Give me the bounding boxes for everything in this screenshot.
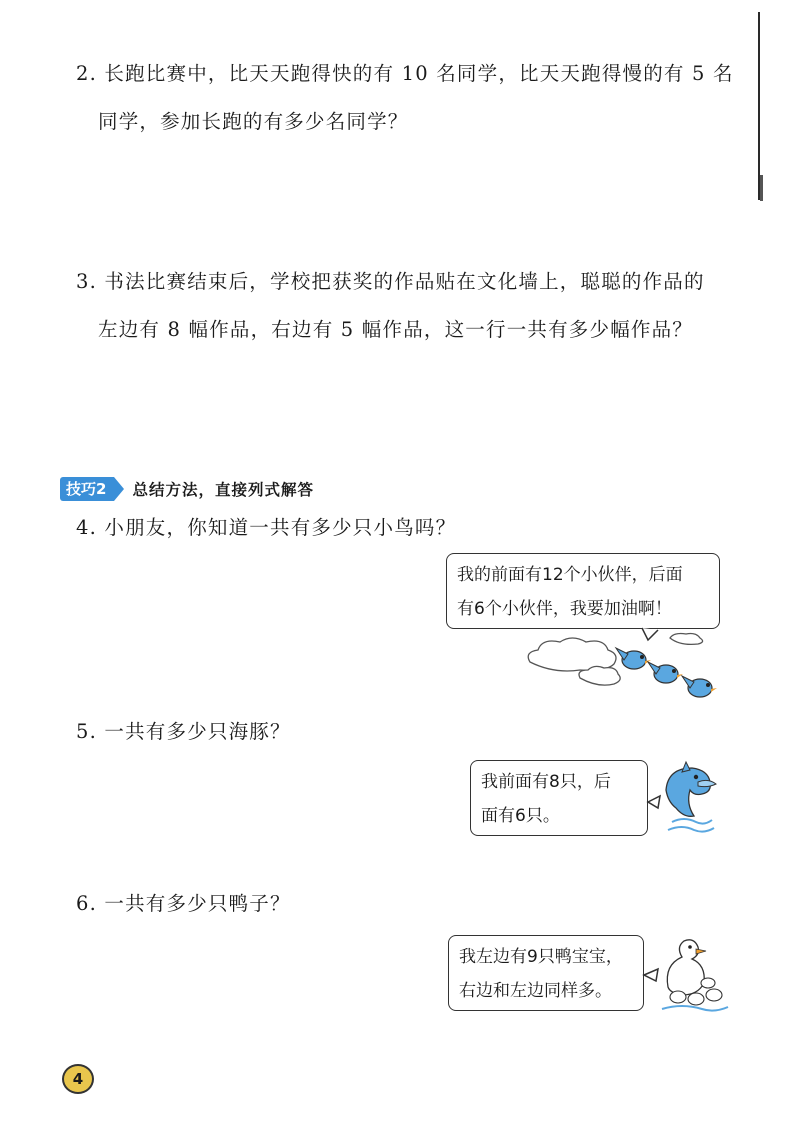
question-4 bbox=[76, 504, 456, 552]
bird-icon bbox=[648, 662, 683, 683]
question-2 bbox=[76, 50, 734, 146]
speech-bubble-ducks bbox=[448, 935, 644, 1011]
question-3-line-2: 左边有 8 幅作品，右边有 5 幅作品，这一行一共有多少幅作品？ bbox=[98, 318, 694, 341]
bubble-tail bbox=[644, 969, 658, 981]
page-edge-tick bbox=[760, 175, 763, 201]
page-number: 4 bbox=[62, 1064, 94, 1094]
question-5 bbox=[76, 708, 291, 756]
speech-bubble-birds bbox=[446, 553, 720, 629]
bubble-birds-line-2: 有6个小伙伴，我要加油啊！ bbox=[457, 599, 672, 619]
question-6-text: 6. 一共有多少只鸭子？ bbox=[76, 892, 291, 915]
ducks-illustration bbox=[642, 935, 732, 1015]
birds-illustration bbox=[520, 626, 730, 706]
bubble-dolphin-line-2: 面有6只。 bbox=[481, 806, 560, 826]
bubble-dolphin-line-1: 我前面有8只，后 bbox=[481, 772, 611, 792]
dolphin-illustration bbox=[646, 760, 726, 840]
tip-title: 总结方法，直接列式解答 bbox=[132, 481, 314, 499]
bubble-birds-line-1: 我的前面有12个小伙伴，后面 bbox=[457, 565, 683, 585]
tip-header bbox=[60, 477, 314, 501]
question-2-line-2: 同学，参加长跑的有多少名同学？ bbox=[98, 110, 409, 133]
question-6 bbox=[76, 880, 291, 928]
question-4-text: 4. 小朋友，你知道一共有多少只小鸟吗？ bbox=[76, 516, 457, 539]
speech-bubble-dolphin bbox=[470, 760, 648, 836]
tip-badge: 技巧2 bbox=[60, 477, 114, 501]
bubble-tail bbox=[642, 628, 658, 640]
duck-icon bbox=[667, 940, 706, 995]
bubble-tail bbox=[648, 796, 660, 808]
question-2-line-1: 2. 长跑比赛中，比天天跑得快的有 10 名同学，比天天跑得慢的有 5 名 bbox=[76, 62, 734, 85]
question-3-line-1: 3. 书法比赛结束后，学校把获奖的作品贴在文化墙上，聪聪的作品的 bbox=[76, 270, 705, 293]
page-edge-line bbox=[758, 12, 760, 200]
question-3 bbox=[76, 258, 705, 354]
bubble-ducks-line-1: 我左边有9只鸭宝宝， bbox=[459, 947, 623, 967]
water-ripple bbox=[662, 1006, 728, 1011]
bird-icon bbox=[682, 676, 717, 697]
bubble-ducks-line-2: 右边和左边同样多。 bbox=[459, 981, 612, 1001]
dolphin-icon bbox=[666, 762, 716, 832]
bird-icon bbox=[616, 648, 651, 669]
question-5-text: 5. 一共有多少只海豚？ bbox=[76, 720, 291, 743]
